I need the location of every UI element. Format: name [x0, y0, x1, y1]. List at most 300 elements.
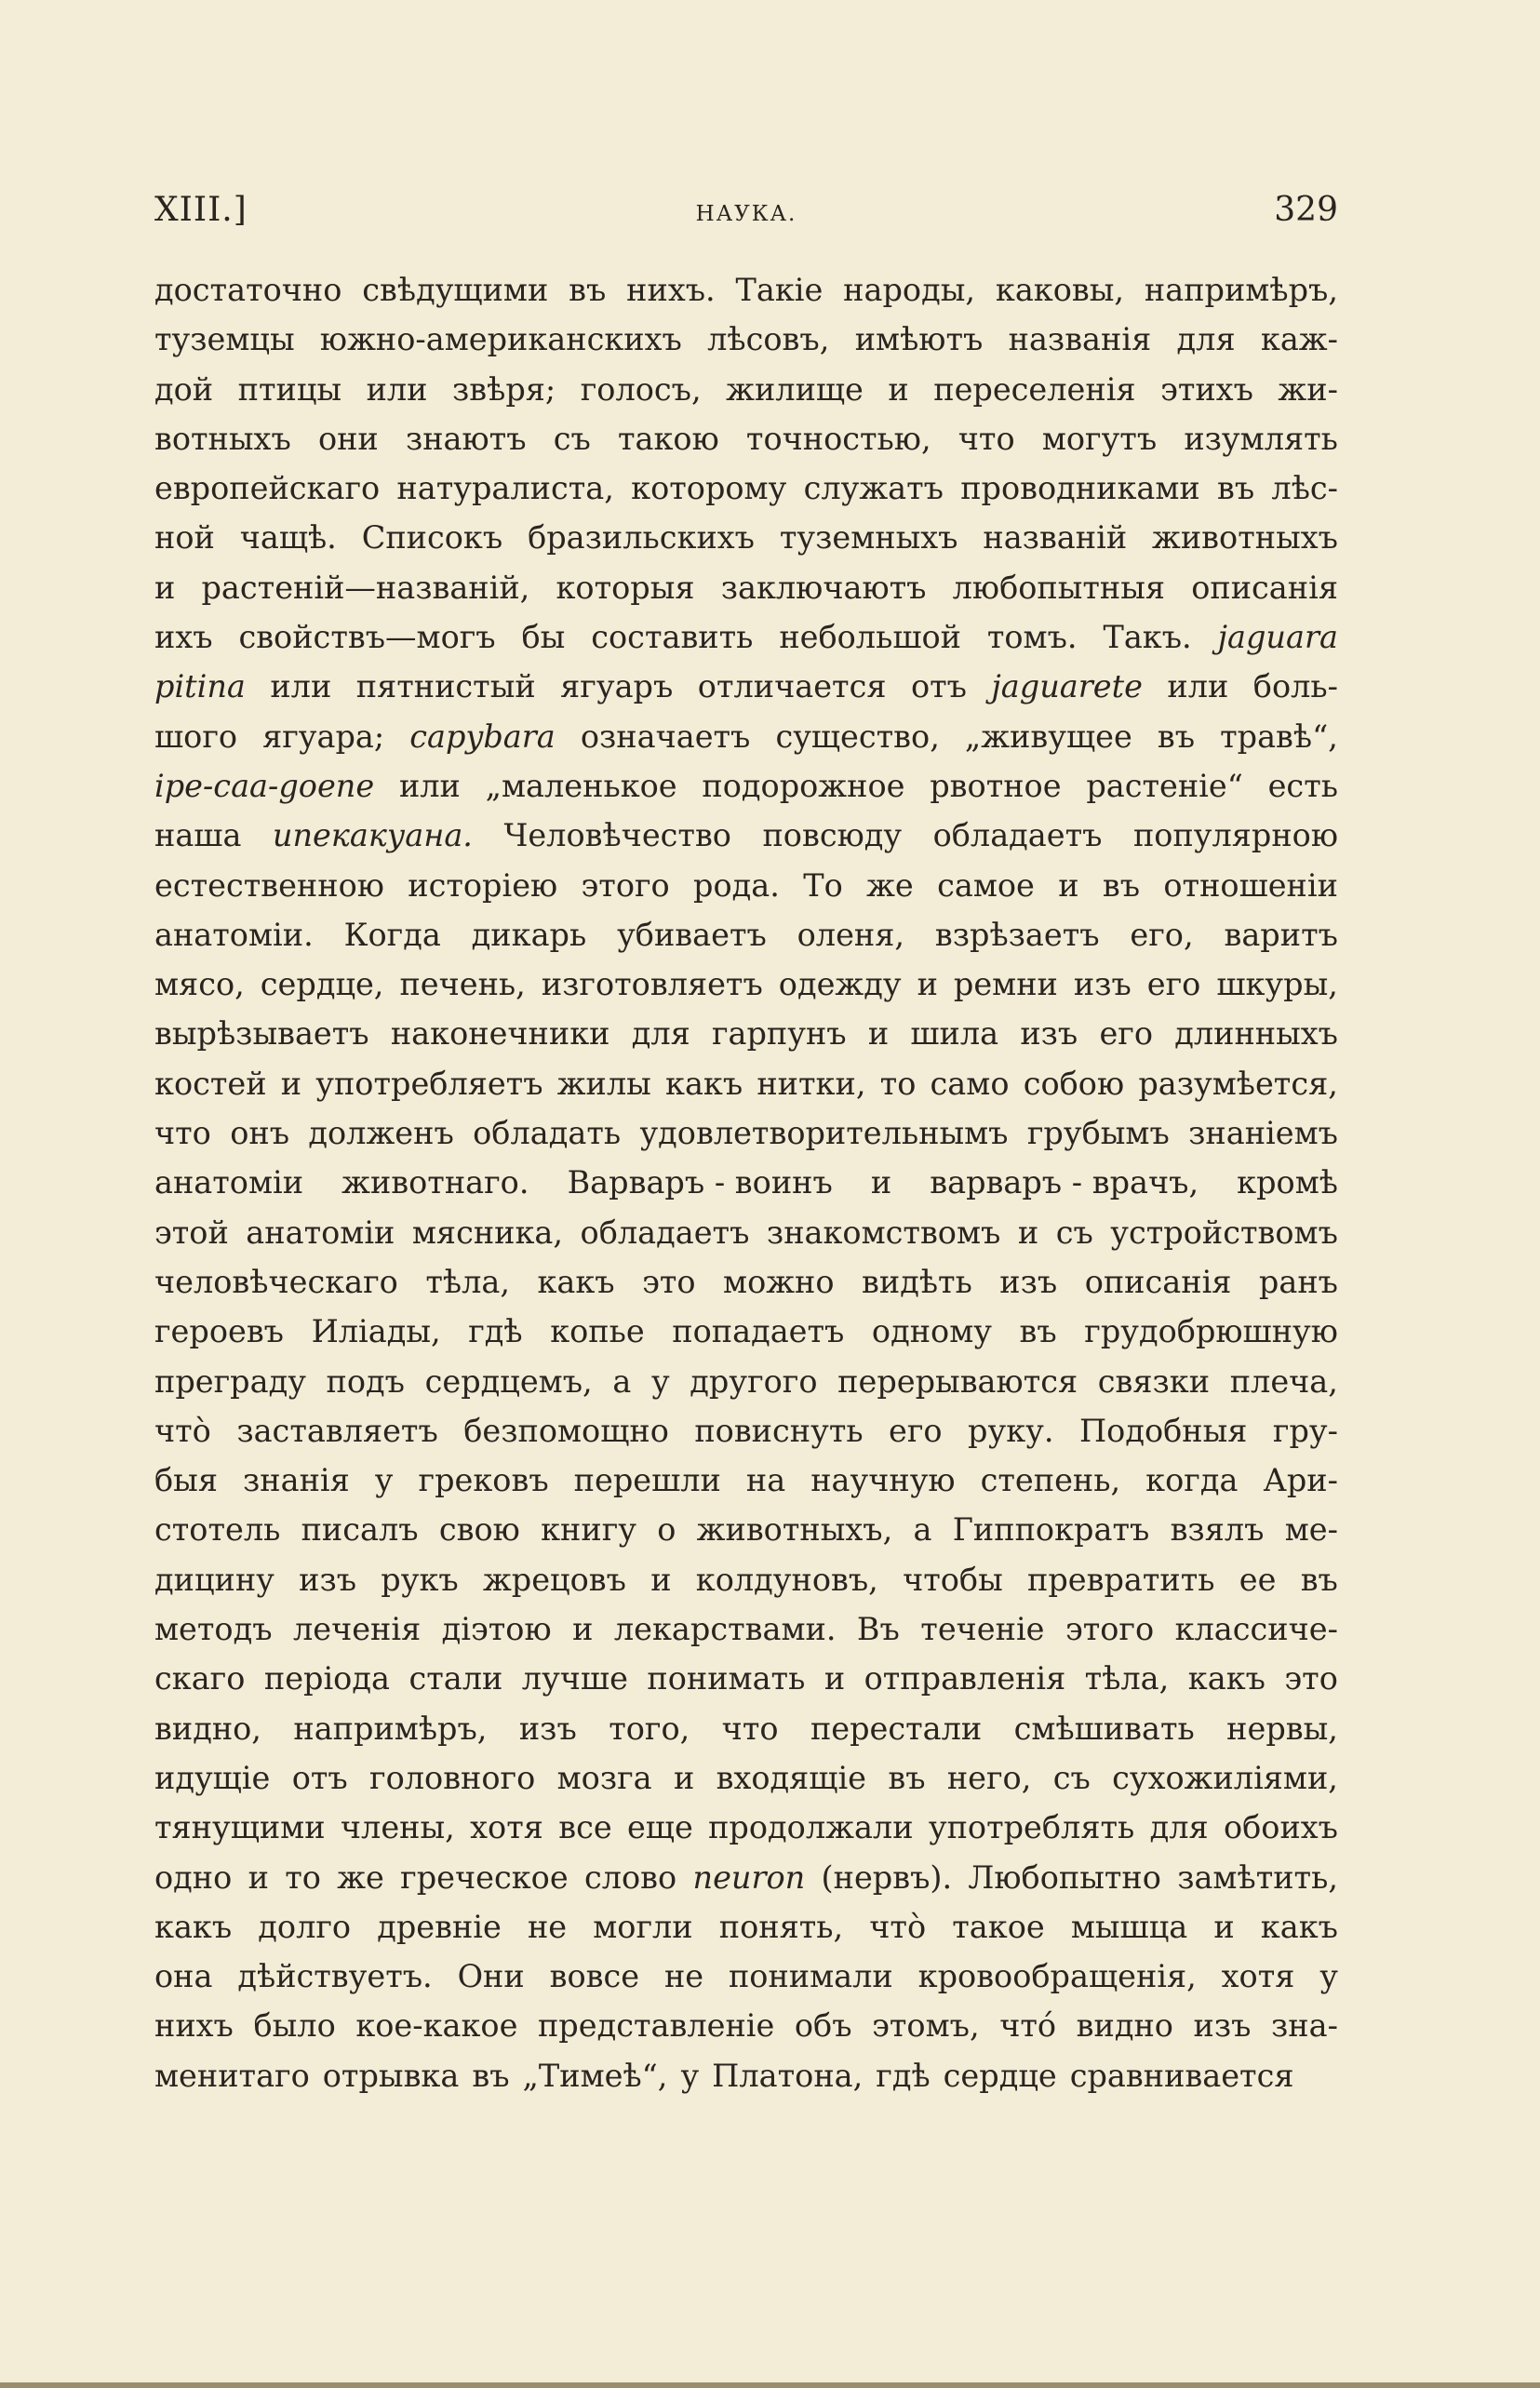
- word: тѣла,: [1084, 1660, 1170, 1697]
- word: шила: [910, 1015, 999, 1053]
- word: что: [957, 420, 1015, 457]
- word: теченіе: [920, 1611, 1045, 1648]
- word: гарпунъ: [711, 1015, 847, 1053]
- word: животныхъ,: [696, 1511, 893, 1549]
- word: для: [631, 1015, 690, 1053]
- word: могли: [593, 1908, 693, 1945]
- word: жилище: [726, 370, 864, 408]
- word: съ: [553, 420, 591, 457]
- word: и: [154, 569, 176, 606]
- word: въ: [472, 2057, 510, 2094]
- word: заключаютъ: [720, 569, 927, 606]
- word: рода.: [693, 866, 780, 904]
- word: попадаетъ: [672, 1313, 845, 1350]
- word: а: [612, 1362, 632, 1400]
- word: колдуновъ,: [695, 1561, 878, 1598]
- word: лекарствами.: [613, 1611, 837, 1648]
- word: сухожиліями,: [1112, 1759, 1338, 1796]
- word: древніе: [377, 1908, 502, 1945]
- word: этихъ: [1160, 370, 1253, 408]
- text-line: [154, 1902, 1338, 1952]
- word: въ: [569, 272, 607, 308]
- word: копье: [550, 1313, 645, 1350]
- word: идущіе: [154, 1759, 271, 1796]
- word: ремни: [953, 966, 1058, 1003]
- text-line: [154, 712, 1338, 761]
- word: и: [248, 1858, 269, 1896]
- word: обладаетъ: [580, 1214, 750, 1251]
- word: существо,: [775, 718, 940, 755]
- text-line: [154, 315, 1338, 364]
- word: стотель: [154, 1511, 281, 1549]
- word: Варваръ - воинъ: [567, 1164, 833, 1201]
- text-line: [154, 811, 1338, 860]
- word: было: [253, 2007, 336, 2045]
- word: можно: [723, 1263, 835, 1300]
- word: взрѣзаетъ: [934, 916, 1100, 953]
- word: съ: [1055, 1214, 1093, 1251]
- word: она: [154, 1958, 213, 1995]
- word: хотя: [470, 1809, 543, 1846]
- section-marker: XIII.]: [154, 191, 248, 229]
- word: у: [1319, 1958, 1338, 1995]
- word: и: [280, 1065, 302, 1102]
- word: растеній—названій,: [201, 569, 530, 606]
- word: изумлять: [1184, 420, 1338, 457]
- word: сравнивается: [1069, 2057, 1294, 2094]
- word: Подобныя: [1078, 1412, 1248, 1449]
- word: разумѣется,: [1138, 1065, 1338, 1102]
- text-line: [154, 1853, 1338, 1902]
- text-line: [154, 910, 1338, 959]
- word: какъ: [154, 1908, 233, 1945]
- word: они: [317, 420, 379, 457]
- word: что́: [999, 2007, 1057, 2045]
- word: изъ: [518, 1710, 577, 1747]
- word: когда: [1145, 1462, 1239, 1499]
- word: и: [917, 966, 938, 1003]
- word: животныхъ: [1152, 519, 1338, 557]
- text-line: [154, 1406, 1338, 1456]
- word: изготовляетъ: [541, 966, 763, 1003]
- word: руку.: [968, 1412, 1054, 1449]
- word: pitina: [154, 668, 246, 705]
- word: человѣческаго: [154, 1263, 398, 1300]
- word: видно,: [154, 1710, 261, 1747]
- word: свою: [438, 1511, 520, 1549]
- word: степень,: [980, 1462, 1121, 1499]
- word: менитаго: [154, 2057, 310, 2094]
- word: означаетъ: [580, 718, 751, 755]
- word: обладаетъ: [932, 817, 1103, 854]
- word: свѣдущими: [362, 272, 549, 308]
- word: собою: [1023, 1065, 1125, 1102]
- word: изъ: [1073, 966, 1132, 1003]
- word: популярною: [1132, 817, 1338, 854]
- text-line: [154, 2051, 1338, 2100]
- word: что̀: [869, 1908, 927, 1945]
- word: долженъ: [308, 1115, 454, 1152]
- word: естественною: [154, 866, 384, 904]
- word: точностью,: [745, 420, 931, 457]
- word: знаютъ: [405, 420, 527, 457]
- word: героевъ: [154, 1313, 284, 1350]
- word: составить: [591, 619, 754, 656]
- word: у: [650, 1362, 670, 1400]
- word: отрывка: [322, 2057, 460, 2094]
- word: туземныхъ: [779, 519, 958, 557]
- word: изъ: [999, 1263, 1058, 1300]
- word: Въ: [856, 1611, 900, 1648]
- word: растеніе“: [1086, 767, 1243, 804]
- word: одно: [154, 1858, 233, 1896]
- word: же: [337, 1858, 384, 1896]
- word: о: [657, 1511, 676, 1549]
- word: достаточно: [154, 272, 342, 308]
- text-line: [154, 1456, 1338, 1505]
- word: переселенія: [933, 370, 1136, 408]
- word: члены,: [340, 1809, 455, 1846]
- text-line: [154, 1753, 1338, 1803]
- word: въ: [1157, 718, 1196, 755]
- word: ягуаръ: [560, 668, 674, 705]
- word: шкуры,: [1216, 966, 1338, 1003]
- word: въ: [1217, 470, 1255, 507]
- word: костей: [154, 1065, 267, 1102]
- word: ипекакуана.: [272, 817, 473, 854]
- word: свойствъ—могъ: [238, 619, 496, 656]
- word: онъ: [230, 1115, 290, 1152]
- word: превратить: [1027, 1561, 1215, 1598]
- word: него,: [946, 1759, 1032, 1796]
- word: отправленія: [864, 1660, 1066, 1697]
- word: представленіе: [537, 2007, 775, 2045]
- text-line: [154, 1505, 1338, 1554]
- word: устройствомъ: [1110, 1214, 1338, 1251]
- word: нервы,: [1226, 1710, 1338, 1747]
- text-line: [154, 761, 1338, 811]
- word: анатоміи: [154, 1164, 304, 1201]
- word: и: [572, 1611, 594, 1648]
- word: перерываются: [837, 1362, 1078, 1400]
- word: діэтою: [441, 1611, 552, 1648]
- word: могутъ: [1041, 420, 1158, 457]
- word: употребляетъ: [315, 1065, 543, 1102]
- word: отъ: [910, 668, 967, 705]
- text-line: [154, 1803, 1338, 1852]
- word: напримѣръ,: [1144, 272, 1338, 308]
- text-line: [154, 861, 1338, 910]
- word: описанія: [1191, 569, 1338, 606]
- text-line: [154, 1307, 1338, 1356]
- word: neuron: [692, 1858, 806, 1896]
- word: замѣтить,: [1177, 1858, 1338, 1896]
- word: на: [745, 1462, 786, 1499]
- word: анатоміи: [246, 1214, 395, 1251]
- word: Ари-: [1263, 1462, 1338, 1499]
- running-header: [154, 191, 1338, 235]
- word: того,: [609, 1710, 690, 1747]
- text-line: [154, 1108, 1338, 1158]
- word: этого: [581, 866, 670, 904]
- text-line: [154, 1654, 1338, 1703]
- word: бразильскихъ: [528, 519, 756, 557]
- word: научную: [810, 1462, 956, 1499]
- word: сердце,: [260, 966, 384, 1003]
- word: травѣ“,: [1220, 718, 1338, 755]
- word: или: [270, 668, 332, 705]
- text-line: [154, 612, 1338, 662]
- word: ягуара;: [262, 718, 385, 755]
- word: Такъ.: [1103, 619, 1192, 656]
- word: Такіе: [735, 272, 824, 308]
- word: перестали: [810, 1710, 983, 1747]
- word: вовсе: [549, 1958, 640, 1995]
- word: убиваетъ: [617, 916, 767, 953]
- word: и: [650, 1561, 672, 1598]
- word: (нервъ).: [821, 1858, 953, 1896]
- word: и: [824, 1660, 846, 1697]
- word: этомъ,: [872, 2007, 980, 2045]
- word: наша: [154, 817, 242, 854]
- word: анатоміи.: [154, 916, 314, 953]
- word: этой: [154, 1214, 229, 1251]
- word: же: [866, 866, 914, 904]
- text-line: [154, 513, 1338, 562]
- word: исторіею: [408, 866, 558, 904]
- word: ранъ: [1258, 1263, 1338, 1300]
- word: небольшой: [779, 619, 961, 656]
- word: чащѣ.: [239, 519, 337, 557]
- word: повсюду: [762, 817, 903, 854]
- word: напримѣръ,: [293, 1710, 488, 1747]
- text-line: [154, 1952, 1338, 2001]
- text-line: [154, 365, 1338, 414]
- word: какъ: [1260, 1908, 1338, 1945]
- word: и: [1017, 1214, 1039, 1251]
- word: проводниками: [960, 470, 1200, 507]
- word: тѣла,: [425, 1263, 510, 1300]
- word: какъ: [665, 1065, 743, 1102]
- word: грубымъ: [1026, 1115, 1170, 1152]
- text-line: [154, 1555, 1338, 1604]
- word: натуралиста,: [396, 470, 614, 507]
- word: входящіе: [716, 1759, 866, 1796]
- word: классиче-: [1174, 1611, 1338, 1648]
- word: долго: [258, 1908, 352, 1945]
- word: такою: [617, 420, 719, 457]
- word: гдѣ: [468, 1313, 523, 1350]
- word: ipe-caa-goene: [154, 767, 375, 804]
- word: мозга: [556, 1759, 652, 1796]
- text-line: [154, 563, 1338, 612]
- word: варитъ: [1224, 916, 1338, 953]
- word: боль-: [1252, 668, 1338, 705]
- word: самое: [937, 866, 1035, 904]
- word: дикарь: [471, 916, 587, 953]
- word: обладать: [473, 1115, 622, 1152]
- word: плеча,: [1229, 1362, 1338, 1400]
- page-bottom-edge: [0, 2382, 1540, 2388]
- word: для: [1176, 321, 1236, 358]
- word: томъ.: [986, 619, 1078, 656]
- word: знаніемъ: [1188, 1115, 1338, 1152]
- word: наконечники: [390, 1015, 610, 1053]
- word: что̀: [154, 1412, 211, 1449]
- word: и: [673, 1759, 695, 1796]
- word: чтобы: [903, 1561, 1003, 1598]
- word: jaguara: [1217, 619, 1338, 656]
- word: рвотное: [930, 767, 1062, 804]
- word: ме-: [1284, 1511, 1338, 1549]
- word: связки: [1097, 1362, 1211, 1400]
- word: леченія: [292, 1611, 422, 1648]
- word: каж-: [1260, 321, 1338, 358]
- word: обоихъ: [1223, 1809, 1338, 1846]
- word: его: [1146, 966, 1201, 1003]
- word: голосъ,: [580, 370, 702, 408]
- word: звѣря;: [452, 370, 556, 408]
- word: перешли: [573, 1462, 721, 1499]
- word: европейскаго: [154, 470, 381, 507]
- word: и: [1213, 1908, 1235, 1945]
- word: Когда: [343, 916, 441, 953]
- word: Платона,: [712, 2057, 864, 2094]
- word: нихъ: [154, 2007, 234, 2045]
- word: у: [680, 2057, 700, 2094]
- word: птицы: [237, 370, 342, 408]
- word: жрецовъ: [482, 1561, 626, 1598]
- word: это: [642, 1263, 696, 1300]
- word: его: [889, 1412, 943, 1449]
- word: южно-американскихъ: [319, 321, 682, 358]
- word: бы: [521, 619, 566, 656]
- word: оленя,: [797, 916, 905, 953]
- word: мясника,: [411, 1214, 564, 1251]
- word: это: [1284, 1660, 1338, 1697]
- word: видѣть: [862, 1263, 972, 1300]
- word: животнаго.: [341, 1164, 529, 1201]
- word: кое-какое: [355, 2007, 518, 2045]
- word: лучше: [521, 1660, 628, 1697]
- word: варваръ - врачъ,: [930, 1164, 1199, 1201]
- word: такое: [952, 1908, 1045, 1945]
- word: или: [366, 370, 428, 408]
- text-line: [154, 1059, 1338, 1108]
- word: одному: [871, 1313, 992, 1350]
- word: служатъ: [803, 470, 944, 507]
- word: „Тимеѣ“,: [522, 2057, 668, 2094]
- running-title: НАУКА.: [695, 202, 797, 226]
- text-line: [154, 463, 1338, 513]
- word: для: [1149, 1809, 1209, 1846]
- word: понять,: [718, 1908, 844, 1945]
- text-line: [154, 1357, 1338, 1406]
- word: лѣс-: [1271, 470, 1338, 507]
- word: грудобрюшную: [1084, 1313, 1338, 1350]
- word: понимать: [647, 1660, 806, 1697]
- word: быя: [154, 1462, 218, 1499]
- word: длинныхъ: [1174, 1015, 1338, 1053]
- word: смѣшивать: [1013, 1710, 1195, 1747]
- word: и: [870, 1164, 892, 1201]
- word: сердцемъ,: [424, 1362, 593, 1400]
- word: головного: [369, 1759, 536, 1796]
- word: хотя: [1221, 1958, 1295, 1995]
- word: повиснуть: [694, 1412, 864, 1449]
- word: у: [374, 1462, 394, 1499]
- word: отношеніи: [1163, 866, 1338, 904]
- word: вотныхъ: [154, 420, 291, 457]
- word: съ: [1052, 1759, 1091, 1796]
- word: Гиппократъ: [952, 1511, 1150, 1549]
- word: не: [663, 1958, 704, 1995]
- word: одежду: [778, 966, 902, 1003]
- word: рукъ: [381, 1561, 459, 1598]
- word: которому: [631, 470, 787, 507]
- word: зна-: [1271, 2007, 1338, 2045]
- word: подорожное: [702, 767, 905, 804]
- word: понимали: [728, 1958, 893, 1995]
- word: дицину: [154, 1561, 275, 1598]
- word: то: [879, 1065, 917, 1102]
- word: ной: [154, 519, 215, 557]
- word: пятнистый: [355, 668, 536, 705]
- word: жилы: [556, 1065, 651, 1102]
- word: Иліады,: [311, 1313, 441, 1350]
- word: методъ: [154, 1611, 273, 1648]
- word: названій: [983, 519, 1128, 557]
- word: удовлетворительнымъ: [639, 1115, 1009, 1152]
- word: въ: [1300, 1561, 1338, 1598]
- text-line: [154, 1208, 1338, 1257]
- word: ихъ: [154, 619, 213, 656]
- word: изъ: [1193, 2007, 1252, 2045]
- word: Они: [457, 1958, 525, 1995]
- word: стали: [408, 1660, 503, 1697]
- text-line: [154, 414, 1338, 463]
- word: употреблять: [928, 1809, 1135, 1846]
- word: не: [527, 1908, 568, 1945]
- word: что: [154, 1115, 211, 1152]
- word: гру-: [1272, 1412, 1338, 1449]
- word: въ: [888, 1759, 926, 1796]
- word: какъ: [1187, 1660, 1265, 1697]
- word: дѣйствуетъ.: [237, 1958, 433, 1995]
- word: слово: [583, 1858, 677, 1896]
- word: имѣютъ: [854, 321, 984, 358]
- word: книгу: [541, 1511, 636, 1549]
- word: описанія: [1084, 1263, 1232, 1300]
- word: есть: [1267, 767, 1338, 804]
- word: преграду: [154, 1362, 306, 1400]
- text-line: [154, 1257, 1338, 1307]
- word: Человѣчество: [503, 817, 731, 854]
- text-line: [154, 1158, 1338, 1207]
- word: „маленькое: [485, 767, 677, 804]
- word: ее: [1239, 1561, 1277, 1598]
- word: само: [930, 1065, 1010, 1102]
- page-number: 329: [1274, 191, 1338, 229]
- word: его,: [1130, 916, 1194, 953]
- word: продолжали: [708, 1809, 914, 1846]
- text-line: [154, 662, 1338, 711]
- word: изъ: [299, 1561, 357, 1598]
- word: capybara: [409, 718, 556, 755]
- text-line: [154, 1704, 1338, 1753]
- word: jaguarete: [991, 668, 1143, 705]
- text-line: [154, 2001, 1338, 2050]
